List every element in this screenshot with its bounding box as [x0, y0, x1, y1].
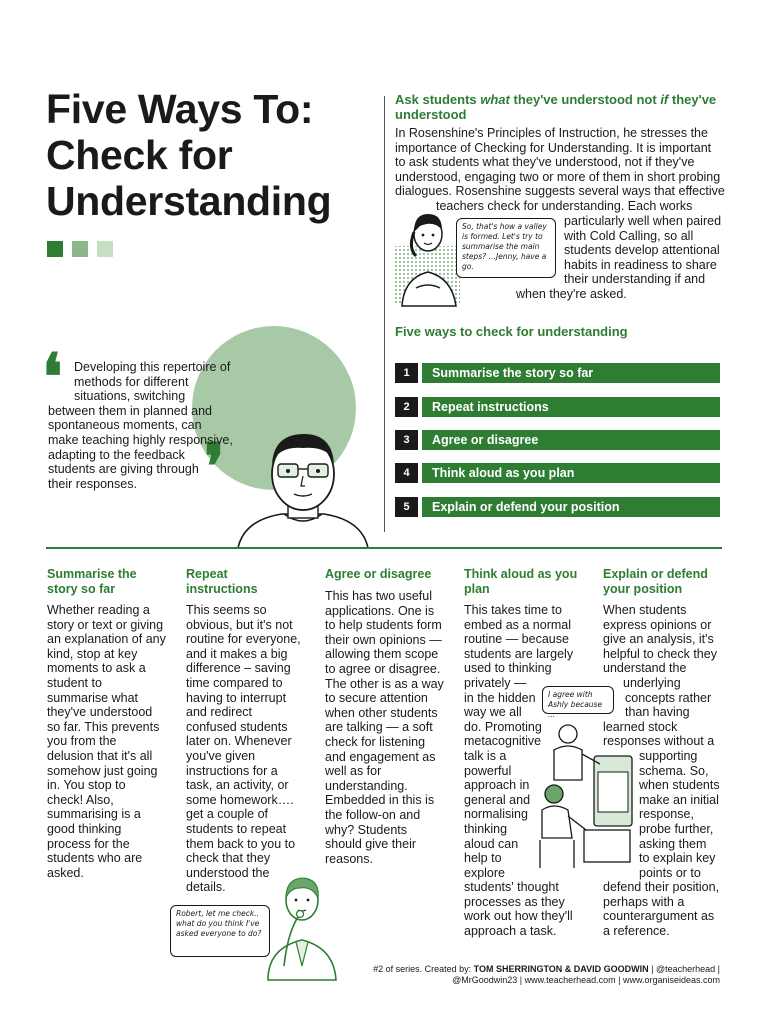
list-number: 2 [395, 397, 418, 417]
list-label: Think aloud as you plan [422, 463, 720, 483]
column-heading-summarise: Summarise the story so far [47, 567, 137, 596]
list-number: 3 [395, 430, 418, 450]
quote-line: spontaneous moments, can [48, 418, 202, 433]
right-heading: Ask students what they've understood not if they've understood [395, 92, 717, 122]
title-line-2: Check for [46, 132, 233, 178]
footer-credits [300, 964, 720, 986]
quote-line: Developing this repertoire of [74, 360, 231, 374]
list-label: Repeat instructions [422, 397, 720, 417]
intro-paragraph-line6: teachers check for understanding. Each works [436, 199, 693, 213]
quote-line: adapting to the feedback [48, 447, 185, 462]
list-label: Agree or disagree [422, 430, 720, 450]
intro-paragraph-wrap: particularly well when paired with Cold Calling, so all students develop attentional habits in readiness to share their understanding if and [564, 214, 722, 287]
speech-bubble-agree-ashly: I agree with Ashly because ... [542, 686, 614, 714]
list-item-3 [395, 430, 720, 450]
pull-quote [48, 360, 234, 491]
column-text-summarise: Whether reading a story or text or giving an explanation of any kind, stop at key moments to ask a student to summarise what they've understood so far. This prevents you from the delusion that it's all somehow just going in. You stop to check! Also, summarising is a good thinking process for the students who are asked. [47, 603, 166, 880]
column-text-think-aloud: This takes time to embed as a normal routine — because students are largely used to thinking privately — in the hidden way we all do. Promoting metacognitive talk is a powerful approach in general and normalising thinking aloud can help to explore students' thought processes as they work out how they'll approach a task. [464, 603, 574, 939]
intro-paragraph: In Rosenshine's Principles of Instruction, he stresses the importance of Checking for Understanding. It is important to ask students what they've understood, not if they've understood, engaging two or more of them in short probing dialogues. Rosenshine suggests several ways that effective [395, 126, 725, 199]
list-label: Explain or defend your position [422, 497, 720, 517]
intro-paragraph-last: when they're asked. [516, 287, 627, 301]
column-heading-think-aloud: Think aloud as you plan [464, 567, 578, 596]
column-text-repeat: This seems so obvious, but it's not routine for everyone, and it makes a big difference – saving time compared to having to interrupt and redirect confused students later on. Whenever you've given instructions for a task, an activity, or some homework…. get a couple of students to repeat them back to you to check that they understood the details. [186, 603, 301, 895]
quote-line: situations, switching [74, 389, 186, 404]
footer-line-1: #2 of series. Created by: TOM SHERRINGTON & DAVID GOODWIN | @teacherhead | [373, 964, 720, 974]
page-title [46, 86, 376, 224]
quote-line: students are giving through [48, 462, 199, 477]
column-heading-repeat: Repeat instructions [186, 567, 258, 596]
quote-line: their responses. [48, 476, 137, 491]
close-quote-icon: ❜ [204, 430, 225, 505]
column-text-explain: When students express opinions or give an analysis, it's helpful to check they understand the underlying concepts rather than having learned stock responses without a supporting schema. So, when students make an initial response, probe further, asking them to explain key points or to defend their position, perhaps with a counterargument as a reference. [603, 603, 720, 939]
footer-line-2: @MrGoodwin23 | www.teacherhead.com | www.organiseideas.com [452, 975, 720, 985]
title-line-3: Understanding [46, 178, 332, 224]
column-text-agree: This has two useful applications. One is to help students form their own opinions — allowing them scope to agree or disagree. The other is as a way to secure attention when other students are talking — a soft check for listening and engagement as well as for understanding. Embedded in this is the follow-on and why? Students should give their reasons. [325, 589, 444, 866]
speech-bubble-teacher-valley: So, that's how a valley is formed. Let's try to summarise the main steps? …Jenny, have a go. [456, 218, 556, 278]
five-ways-heading: Five ways to check for understanding [395, 324, 628, 339]
speech-bubble-teacher-check: Robert, let me check.. what do you think I've asked everyone to do? [170, 905, 270, 957]
list-item-2 [395, 397, 720, 417]
student-girl-illustration [394, 208, 464, 308]
quote-line: methods for different [74, 374, 189, 389]
list-number: 4 [395, 463, 418, 483]
list-label: Summarise the story so far [422, 363, 720, 383]
list-item-4 [395, 463, 720, 483]
list-number: 5 [395, 497, 418, 517]
quote-line: between them in planned and [48, 403, 213, 418]
decor-square-dark [47, 241, 63, 257]
open-quote-icon: ❛ [42, 340, 63, 415]
list-item-1 [395, 363, 720, 383]
list-number: 1 [395, 363, 418, 383]
decor-square-mid [72, 241, 88, 257]
quote-line: make teaching highly responsive, [48, 432, 233, 447]
decor-square-light [97, 241, 113, 257]
column-heading-agree: Agree or disagree [325, 567, 432, 581]
list-item-5 [395, 497, 720, 517]
teacher-portrait-illustration [232, 428, 374, 550]
horizontal-divider [46, 547, 722, 549]
column-heading-explain: Explain or defend your position [603, 567, 708, 596]
vertical-divider [384, 96, 385, 532]
title-line-1: Five Ways To: [46, 86, 314, 132]
